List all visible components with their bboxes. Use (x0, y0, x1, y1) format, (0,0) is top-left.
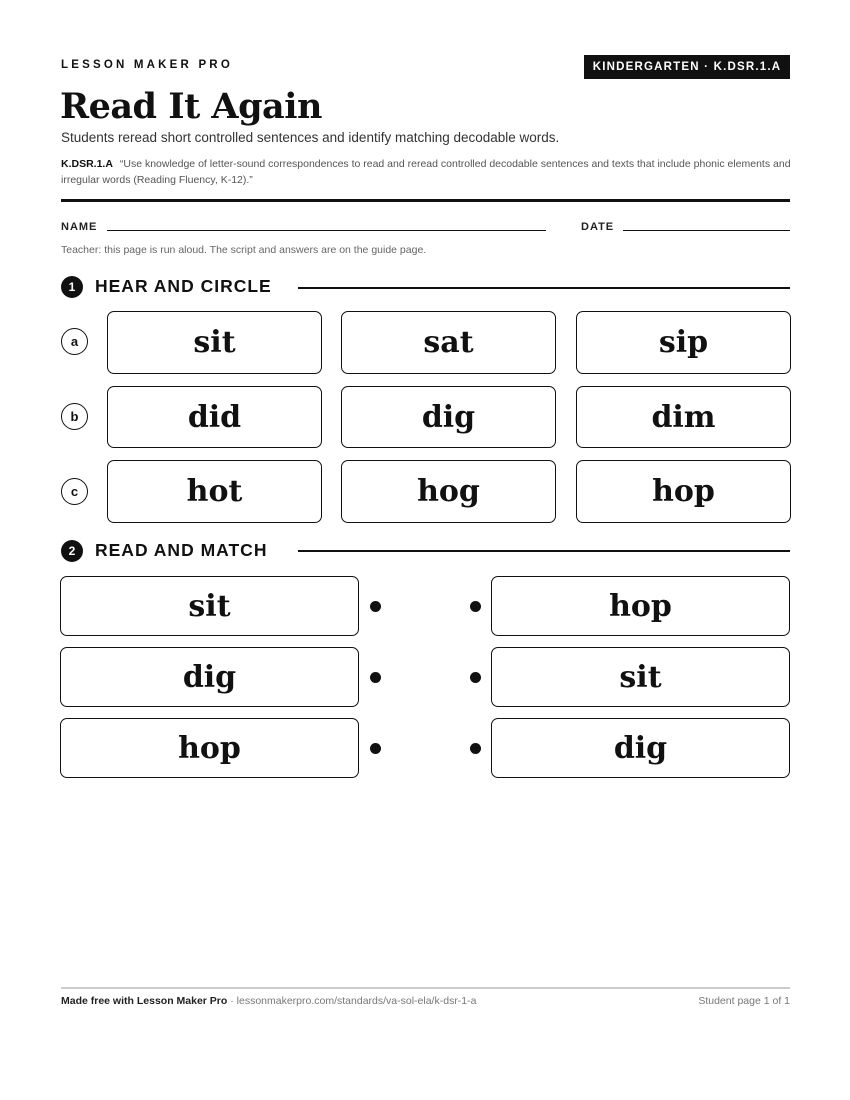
section-2-number: 2 (61, 540, 83, 562)
match-right-word-1[interactable]: hop (491, 576, 790, 636)
word-choice-b1[interactable]: did (107, 386, 322, 448)
match-right-dot-3[interactable] (470, 743, 481, 754)
teacher-note: Teacher: this page is run aloud. The script and answers are on the guide page. (61, 244, 427, 256)
match-left-dot-3[interactable] (370, 743, 381, 754)
word-choice-a2[interactable]: sat (341, 311, 556, 374)
match-right-dot-1[interactable] (470, 601, 481, 612)
word-choice-c1[interactable]: hot (107, 460, 322, 523)
row-a-label: a (61, 328, 88, 355)
match-right-word-2[interactable]: sit (491, 647, 790, 707)
header-divider (61, 199, 790, 202)
date-field[interactable] (623, 230, 790, 231)
date-label: DATE (581, 221, 615, 233)
section-1-number: 1 (61, 276, 83, 298)
section-1-title: HEAR AND CIRCLE (95, 276, 272, 296)
standard-code: K.DSR.1.A (61, 158, 113, 170)
footer-credit (61, 995, 476, 1007)
page-subtitle: Students reread short controlled sentences and identify matching decodable words. (61, 130, 560, 145)
word-choice-b3[interactable]: dim (576, 386, 791, 448)
name-label: NAME (61, 221, 98, 233)
grade-standard-badge: KINDERGARTEN · K.DSR.1.A (584, 55, 790, 79)
standard-description (61, 156, 796, 188)
brand-name: LESSON MAKER PRO (61, 59, 233, 71)
section-1-divider (298, 287, 790, 289)
word-choice-c2[interactable]: hog (341, 460, 556, 523)
footer-url[interactable]: · lessonmakerpro.com/standards/va-sol-ela/k-dsr-1-a (227, 995, 477, 1007)
match-left-dot-1[interactable] (370, 601, 381, 612)
footer-made-with: Made free with Lesson Maker Pro (61, 995, 228, 1007)
row-c-label: c (61, 478, 88, 505)
match-left-dot-2[interactable] (370, 672, 381, 683)
match-left-word-1[interactable]: sit (60, 576, 359, 636)
footer-page-number: Student page 1 of 1 (698, 995, 790, 1007)
section-2-divider (298, 550, 790, 552)
match-left-word-3[interactable]: hop (60, 718, 359, 778)
section-2-title: READ AND MATCH (95, 540, 268, 560)
word-choice-a3[interactable]: sip (576, 311, 791, 374)
name-field[interactable] (107, 230, 546, 231)
match-right-word-3[interactable]: dig (491, 718, 790, 778)
row-b-label: b (61, 403, 88, 430)
match-right-dot-2[interactable] (470, 672, 481, 683)
footer-divider (61, 987, 790, 989)
match-left-word-2[interactable]: dig (60, 647, 359, 707)
page-title: Read It Again (60, 86, 322, 127)
word-choice-b2[interactable]: dig (341, 386, 556, 448)
word-choice-c3[interactable]: hop (576, 460, 791, 523)
standard-text: “Use knowledge of letter-sound correspondences to read and reread controlled decodable sentences and texts that include phonic elements and irregular words (Reading Fluency, K-12).” (61, 158, 791, 186)
word-choice-a1[interactable]: sit (107, 311, 322, 374)
